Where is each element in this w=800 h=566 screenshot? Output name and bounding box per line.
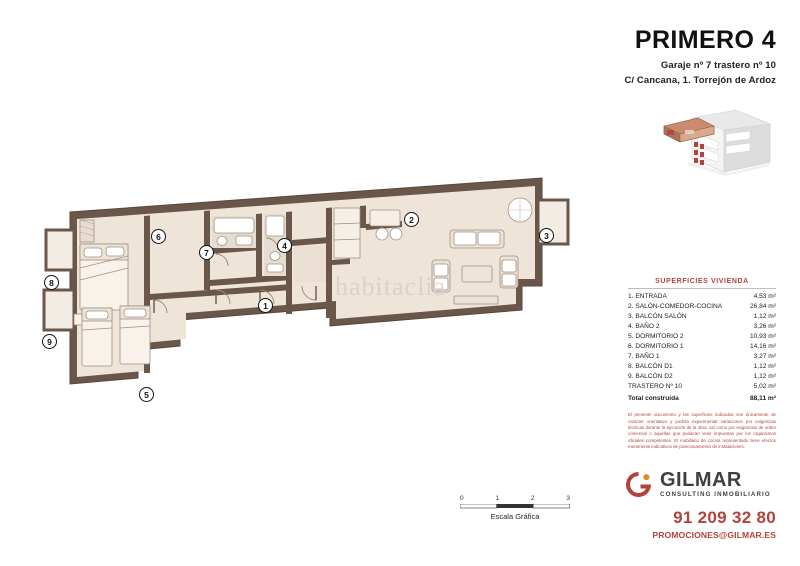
surface-value: 1,12 m² — [753, 373, 776, 381]
scale-ticks — [460, 495, 570, 502]
table-row — [628, 322, 776, 332]
contact-phone: 91 209 32 80 — [673, 508, 776, 527]
surface-value: 3,27 m² — [753, 353, 776, 361]
surfaces-panel — [628, 278, 776, 451]
table-row — [628, 312, 776, 322]
brand-lockup — [624, 470, 776, 499]
scale-tick-1: 1 — [495, 495, 500, 502]
brand-footer — [624, 470, 776, 540]
table-row — [628, 383, 776, 393]
surface-name: 8. BALCÓN D1 — [628, 363, 673, 371]
watermark: habitaclia — [335, 272, 447, 301]
surface-value: 1,12 m² — [753, 312, 776, 320]
room-badge-1: 1 — [258, 298, 273, 313]
scale-tick-3: 3 — [566, 495, 570, 502]
header-address: C/ Cancana, 1. Torrejón de Ardoz — [624, 75, 776, 86]
contact-email: PROMOCIONES@GILMAR.ES — [652, 530, 776, 540]
surface-value: 1,12 m² — [753, 363, 776, 371]
surface-value: 5,02 m² — [753, 383, 776, 391]
surface-value: 4,53 m² — [753, 292, 776, 300]
table-row — [628, 352, 776, 362]
surface-name: 3. BALCÓN SALÓN — [628, 312, 687, 320]
surface-name: 9. BALCÓN D2 — [628, 373, 673, 381]
table-row — [628, 292, 776, 302]
table-row — [628, 363, 776, 373]
header — [624, 28, 776, 86]
building-3d-thumbnail — [658, 100, 776, 176]
page-title: PRIMERO 4 — [634, 26, 776, 54]
table-row — [628, 332, 776, 342]
table-row-total — [628, 393, 776, 404]
brand-name: GILMAR — [660, 469, 742, 492]
panel-divider — [628, 288, 776, 289]
table-row — [628, 302, 776, 312]
room-badge-2: 2 — [404, 212, 419, 227]
brand-text — [660, 470, 771, 498]
room-badge-6: 6 — [151, 229, 166, 244]
surface-name: 4. BAÑO 2 — [628, 322, 660, 330]
scale-tick-2: 2 — [530, 495, 535, 502]
surfaces-heading: SUPERFICIES VIVIENDA — [655, 278, 749, 285]
table-row — [628, 342, 776, 352]
surface-name: 6. DORMITORIO 1 — [628, 342, 684, 350]
surfaces-table — [628, 292, 776, 404]
room-badge-9: 9 — [42, 334, 57, 349]
brand-tagline: CONSULTING INMOBILIARIO — [660, 491, 771, 499]
scale-bar — [460, 504, 570, 509]
surface-value: 3,26 m² — [753, 322, 776, 330]
room-badge-8: 8 — [44, 275, 59, 290]
graphic-scale — [460, 495, 570, 521]
floor-plan-drawing — [30, 168, 590, 428]
gilmar-logo-icon — [624, 470, 653, 499]
scale-label: Escala Gráfica — [490, 512, 540, 521]
surface-name: 2. SALÓN-COMEDOR-COCINA — [628, 302, 723, 310]
total-value: 88,11 m² — [749, 394, 776, 402]
legal-disclaimer: El presente documento y las superficies indicadas son únicamente de carácter orientativo y podrán experimentar variaciones por exigencias técnicas durante la ejecución de la obra, así como por exigencias de orden comercial o aquellas que pudieran venir impuestas por los organismos oficiales competentes. El mobiliario de cocina representado tiene efectos meramente indicativos de posicionamiento de instalaciones. — [628, 412, 776, 450]
header-subtitle: Garaje nº 7 trastero nº 10 — [660, 60, 776, 71]
total-label: Total construida — [628, 394, 679, 402]
room-badge-5: 5 — [139, 387, 154, 402]
table-row — [628, 373, 776, 383]
scale-tick-0: 0 — [460, 495, 464, 502]
surface-value: 14,16 m² — [749, 342, 776, 350]
surface-value: 10,93 m² — [749, 332, 776, 340]
surface-name: TRASTERO Nº 10 — [628, 383, 683, 391]
surface-name: 1. ENTRADA — [628, 292, 667, 300]
room-badge-3: 3 — [539, 228, 554, 243]
room-badge-4: 4 — [277, 238, 292, 253]
room-badge-7: 7 — [199, 245, 214, 260]
surface-name: 7. BAÑO 1 — [628, 353, 660, 361]
surface-value: 26,84 m² — [749, 302, 776, 310]
surface-name: 5. DORMITORIO 2 — [628, 332, 684, 340]
